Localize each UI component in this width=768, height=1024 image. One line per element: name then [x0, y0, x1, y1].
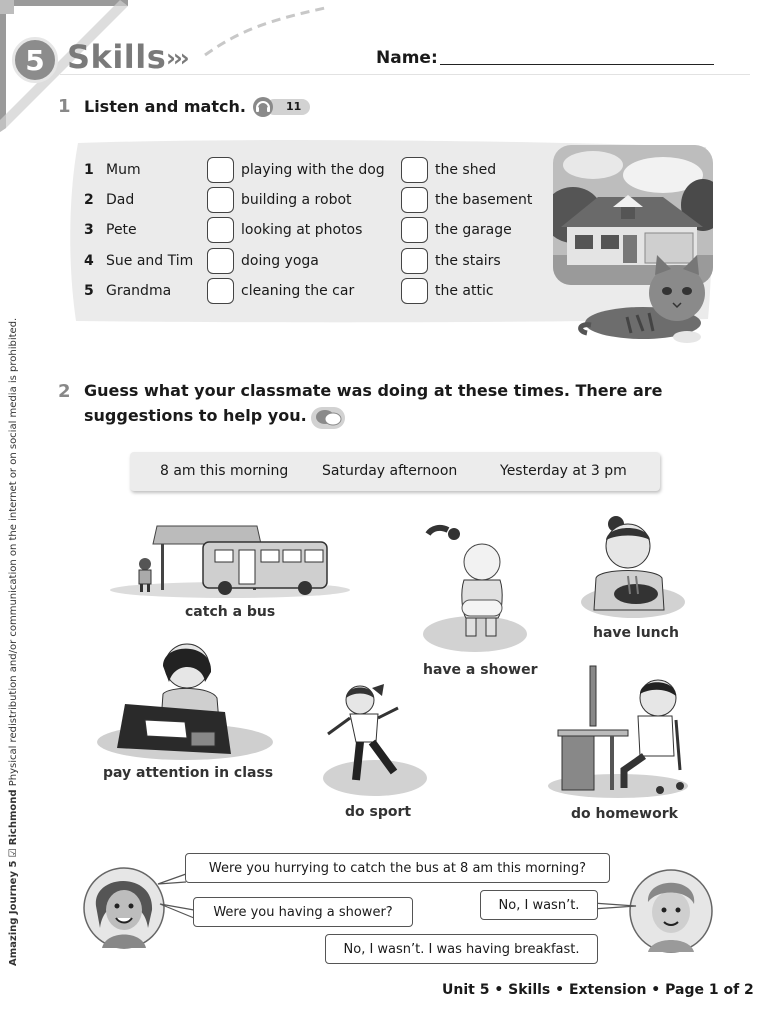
- place-checkbox[interactable]: [401, 187, 428, 213]
- activity-checkbox[interactable]: [207, 248, 234, 274]
- place-checkbox[interactable]: [401, 217, 428, 243]
- sport-illustration: [320, 678, 430, 798]
- copyright-notice: Physical redistribution and/or communication on the internet or on social media is prohibited.: [8, 317, 19, 787]
- speech-bubble-question-1: Were you hurrying to catch the bus at 8 am this morning?: [185, 853, 610, 883]
- activity-label-have-shower: have a shower: [423, 662, 538, 678]
- person-name: Pete: [106, 222, 137, 238]
- person-name: Grandma: [106, 283, 172, 299]
- activity-checkbox[interactable]: [207, 157, 234, 183]
- exercise-2-instruction-line-2: suggestions to help you.: [84, 406, 307, 425]
- section-title: Skills: [67, 38, 167, 76]
- time-option: 8 am this morning: [160, 463, 289, 479]
- activity-label-do-homework: do homework: [571, 806, 678, 822]
- activity-text: cleaning the car: [241, 283, 355, 299]
- checkbox-icon: ☑: [8, 848, 19, 858]
- row-number: 3: [84, 222, 94, 238]
- exercise-1-instruction: Listen and match.: [84, 97, 246, 116]
- activity-checkbox[interactable]: [207, 187, 234, 213]
- row-number: 2: [84, 192, 94, 208]
- person-name: Dad: [106, 192, 135, 208]
- activity-text: playing with the dog: [241, 162, 385, 178]
- row-number: 5: [84, 283, 94, 299]
- person-name: Sue and Tim: [106, 253, 194, 269]
- place-checkbox[interactable]: [401, 278, 428, 304]
- activity-checkbox[interactable]: [207, 278, 234, 304]
- name-label: Name:: [376, 48, 438, 68]
- class-illustration: [95, 642, 275, 762]
- place-checkbox[interactable]: [401, 157, 428, 183]
- page-footer: Unit 5 • Skills • Extension • Page 1 of 2: [442, 982, 754, 998]
- place-text: the garage: [435, 222, 512, 238]
- speaking-icon: [310, 405, 346, 431]
- audio-track-icon[interactable]: [252, 96, 312, 118]
- speech-bubble-answer-2: No, I wasn’t. I was having breakfast.: [325, 934, 598, 964]
- place-text: the basement: [435, 192, 533, 208]
- row-number: 4: [84, 253, 94, 269]
- activity-label-do-sport: do sport: [345, 804, 412, 820]
- exercise-2-number: 2: [58, 381, 71, 402]
- arrows-icon: ›››: [166, 44, 187, 72]
- activity-label-have-lunch: have lunch: [593, 625, 679, 641]
- place-text: the stairs: [435, 253, 501, 269]
- exercise-1-number: 1: [58, 96, 71, 117]
- lunch-illustration: [578, 514, 688, 620]
- exercise-2-instruction-line-1: Guess what your classmate was doing at these times. There are: [84, 381, 663, 400]
- activity-label-catch-bus: catch a bus: [185, 604, 276, 620]
- speech-bubble-answer-1: No, I wasn’t.: [480, 890, 598, 920]
- unit-badge: 5: [12, 37, 58, 83]
- cat-illustration: [577, 253, 713, 345]
- activity-text: doing yoga: [241, 253, 319, 269]
- row-number: 1: [84, 162, 94, 178]
- activity-label-pay-attention: pay attention in class: [103, 765, 274, 781]
- time-option: Yesterday at 3 pm: [500, 463, 627, 479]
- name-field[interactable]: [440, 64, 714, 65]
- activity-text: building a robot: [241, 192, 352, 208]
- track-number: 11: [286, 100, 302, 113]
- bus-illustration: [105, 522, 355, 600]
- publisher-name: Richmond: [8, 789, 19, 846]
- copyright-sidebar: [8, 317, 19, 966]
- series-name: Amazing Journey 5: [8, 860, 19, 966]
- place-text: the shed: [435, 162, 497, 178]
- homework-illustration: [540, 660, 690, 800]
- speech-bubble-question-2: Were you having a shower?: [193, 897, 413, 927]
- time-option: Saturday afternoon: [322, 463, 458, 479]
- activity-checkbox[interactable]: [207, 217, 234, 243]
- activity-text: looking at photos: [241, 222, 363, 238]
- person-name: Mum: [106, 162, 141, 178]
- shower-illustration: [420, 522, 530, 656]
- place-checkbox[interactable]: [401, 248, 428, 274]
- place-text: the attic: [435, 283, 494, 299]
